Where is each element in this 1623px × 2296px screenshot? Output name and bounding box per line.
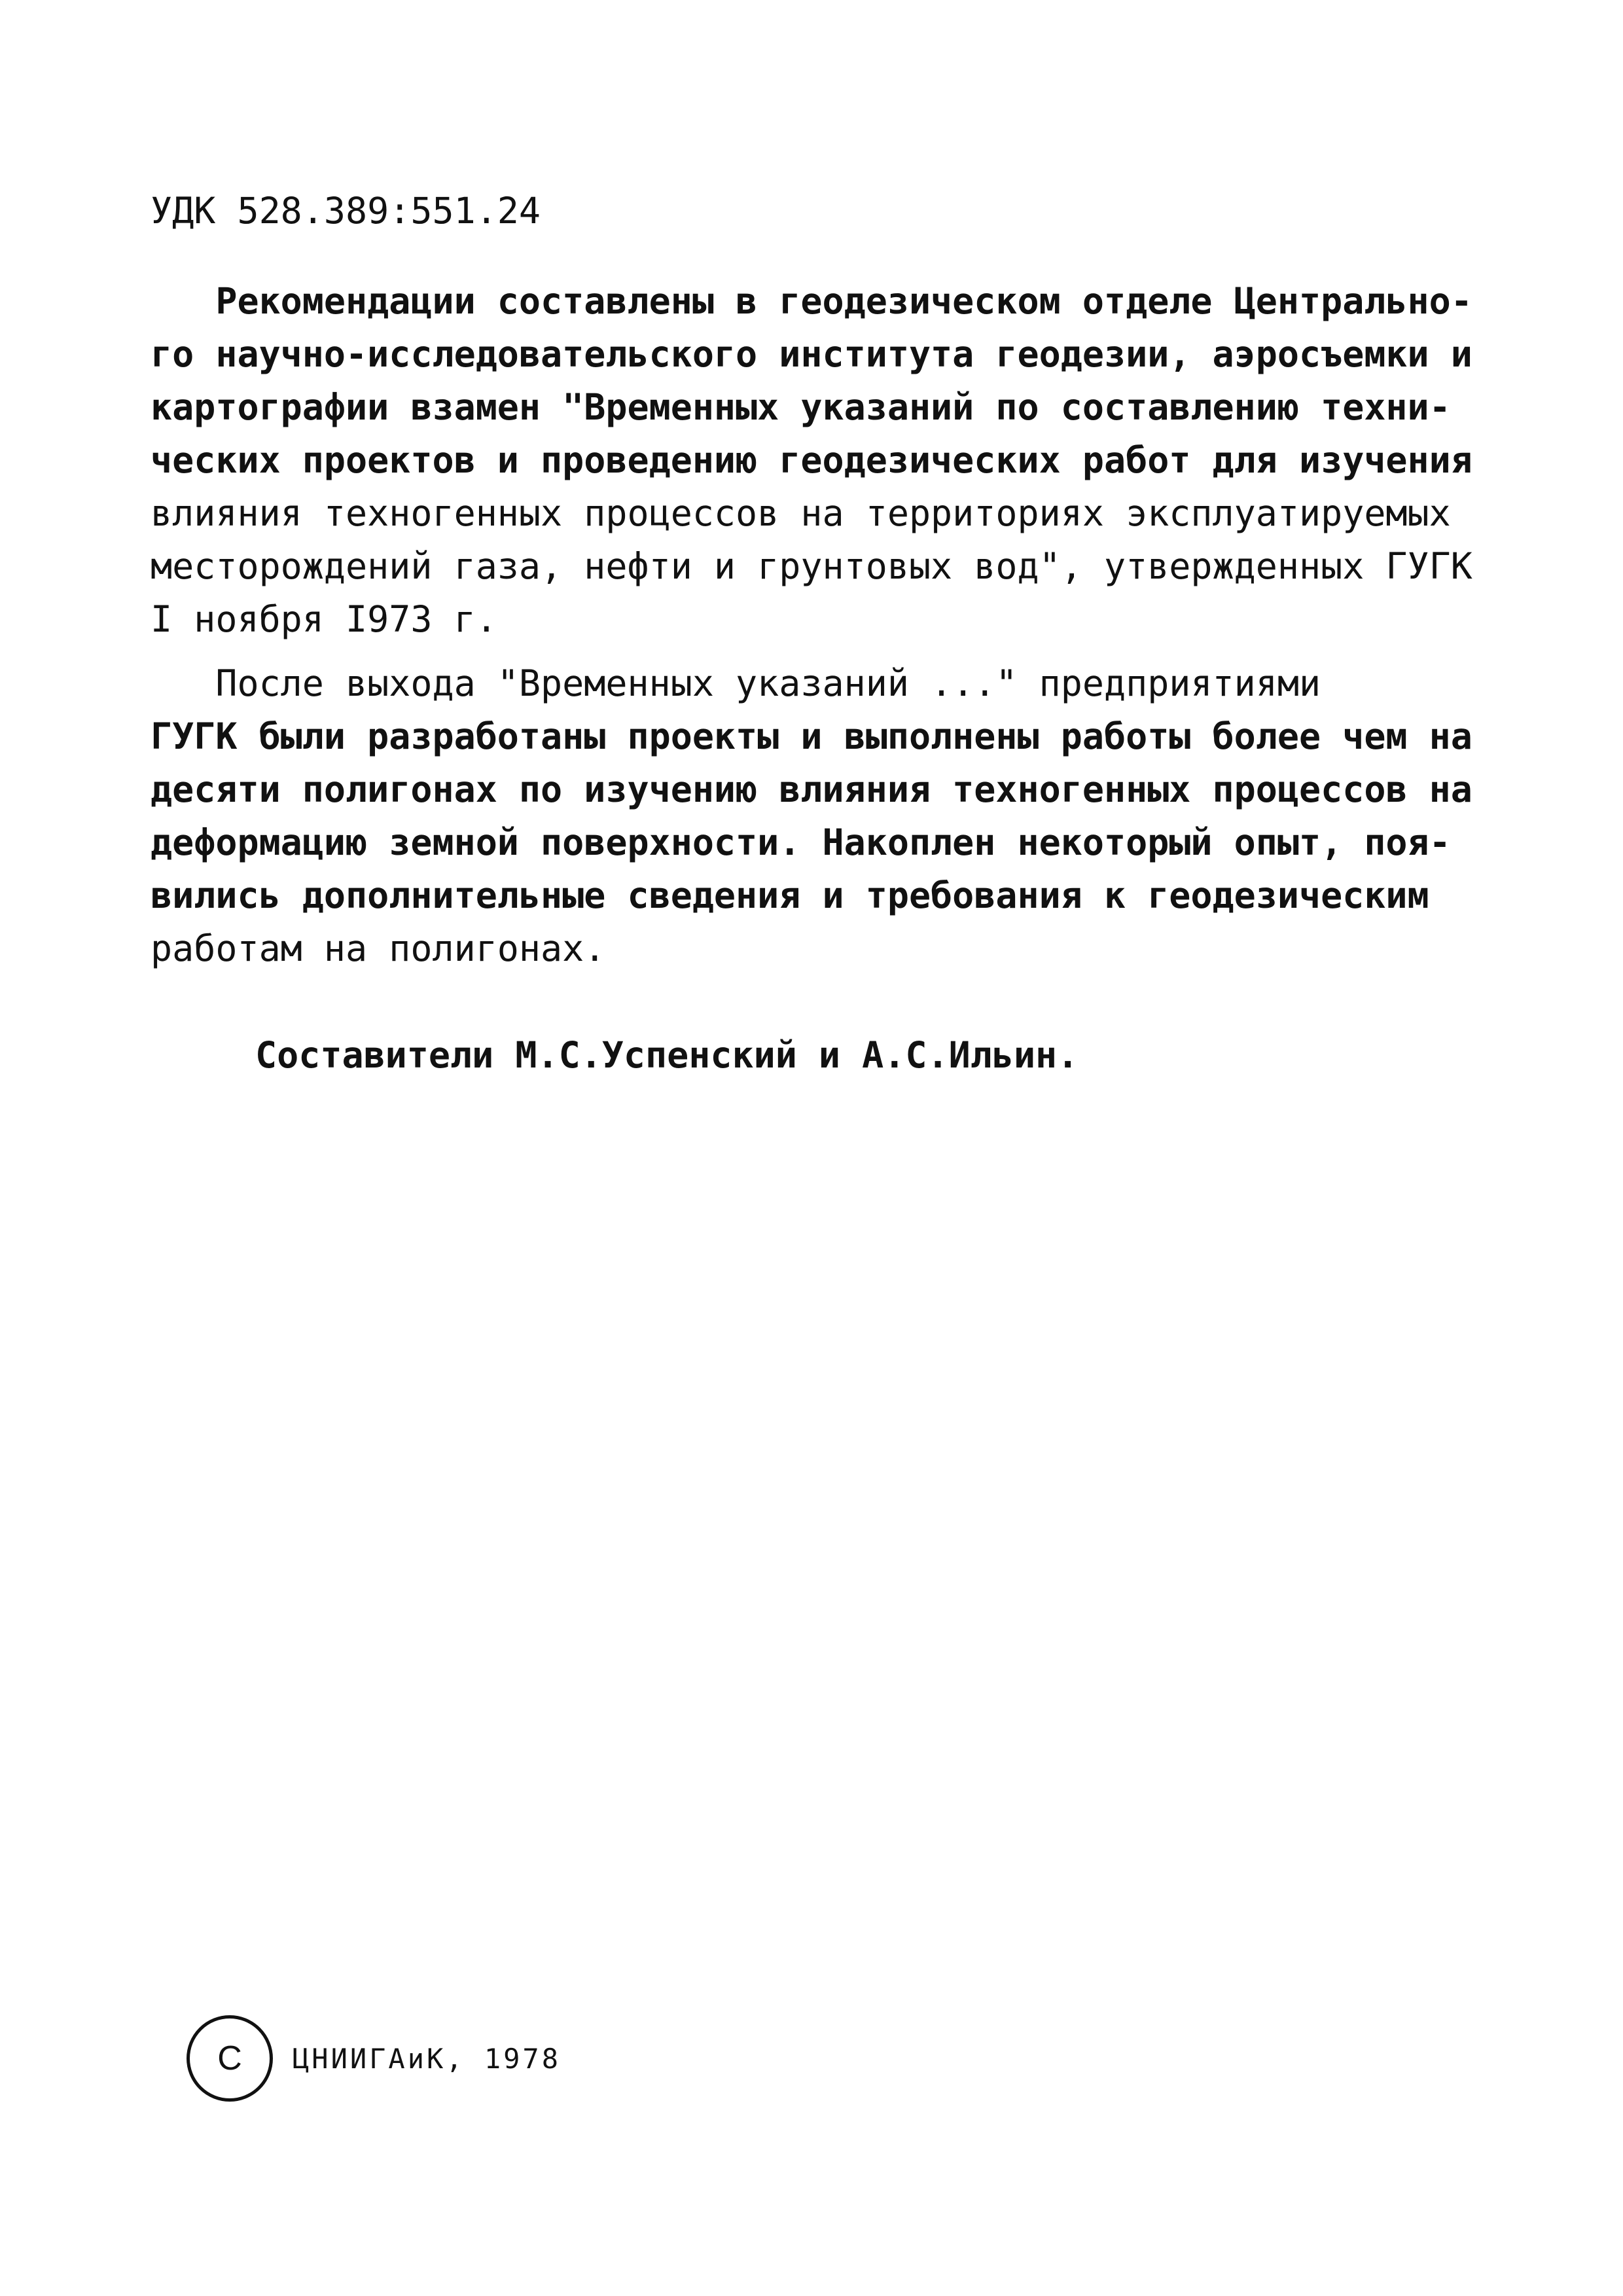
paragraph-2-line: ГУГК были разработаны проекты и выполнены работы более чем на — [151, 715, 1472, 757]
paragraph-2-line: деформацию земной поверхности. Накоплен некоторый опыт, поя- — [151, 821, 1451, 863]
paragraph-2-line: вились дополнительные сведения и требования к геодезическим — [151, 874, 1429, 916]
copyright-icon: C — [187, 2015, 273, 2102]
copyright-notice — [187, 2009, 561, 2108]
paragraph-1-line: ческих проектов и проведению геодезических работ для изучения — [151, 439, 1472, 481]
paragraph-1-line: картографии взамен "Временных указаний по составлению техни- — [151, 386, 1451, 428]
udc-code: УДК 528.389:551.24 — [151, 190, 541, 232]
paragraph-2-line: десяти полигонах по изучению влияния техногенных процессов на — [151, 768, 1472, 810]
paragraph-1-line: влияния техногенных процессов на территориях эксплуатируемых — [151, 492, 1451, 534]
paragraph-2-line: После выхода "Временных указаний ..." предприятиями — [151, 662, 1321, 704]
paragraph-2 — [151, 657, 1472, 975]
paragraph-2-line: работам на полигонах. — [151, 927, 606, 969]
paragraph-1-line: Рекомендации составлены в геодезическом отделе Центрально- — [151, 280, 1472, 322]
paragraph-1-line: I ноября I973 г. — [151, 598, 497, 640]
compilers-line: Составители М.С.Успенский и А.С.Ильин. — [255, 1034, 1079, 1076]
copyright-text: ЦНИИГАиК, 1978 — [293, 2042, 562, 2075]
paragraph-1 — [151, 275, 1472, 646]
paragraph-1-line: го научно-исследовательского института геодезии, аэросъемки и — [151, 333, 1472, 375]
paragraph-1-line: месторождений газа, нефти и грунтовых вод", утвержденных ГУГК — [151, 545, 1472, 587]
